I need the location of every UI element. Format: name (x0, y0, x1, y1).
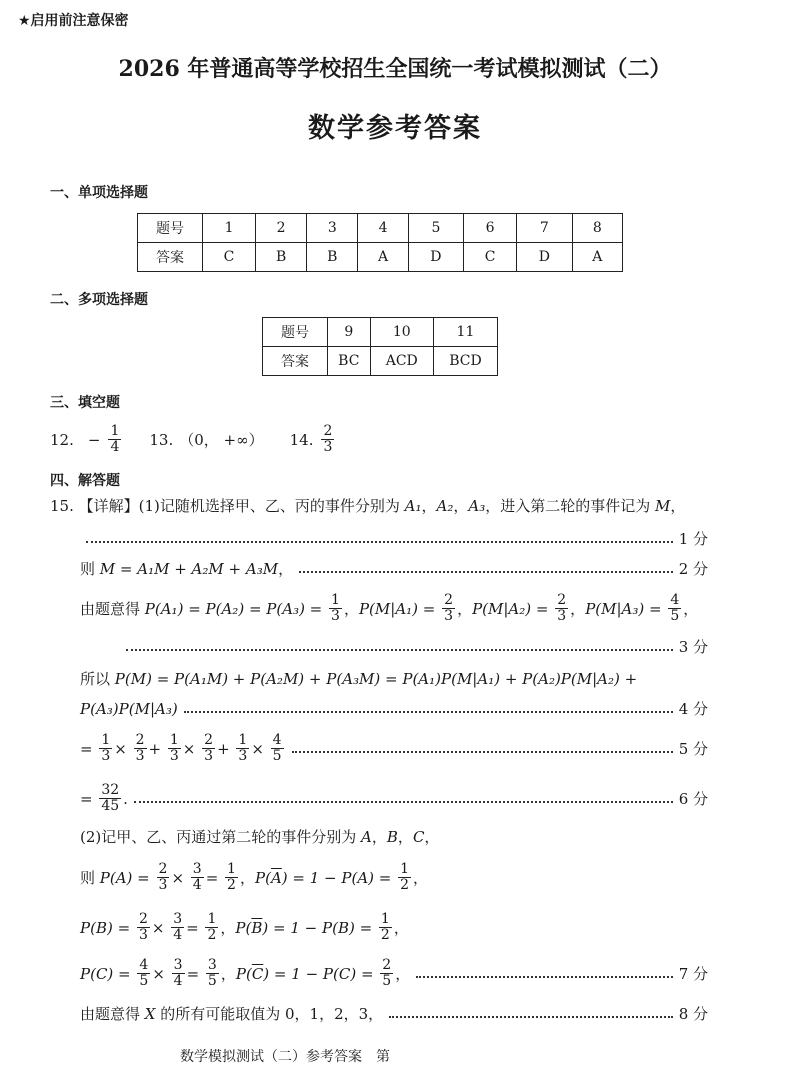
solution-line (80, 826, 439, 847)
math-expression: ) = 1 − P(B) = (262, 918, 377, 937)
fraction (157, 862, 170, 893)
fraction (398, 862, 411, 893)
text: ， (371, 828, 387, 846)
table-cell: 5 (408, 214, 463, 243)
fraction (206, 958, 219, 989)
single-choice-table (137, 213, 623, 272)
math-expression: $\overline{B}$ (251, 918, 263, 937)
numerator: 1 (331, 592, 340, 608)
q12-fraction (108, 424, 121, 455)
denominator: 2 (380, 927, 390, 943)
denominator: 2 (400, 877, 410, 893)
numerator: 1 (101, 732, 111, 748)
fraction (171, 912, 184, 943)
confidential-notice: ★启用前注意保密 (18, 13, 129, 29)
score-mark: 7 分 (678, 965, 708, 983)
denominator: 5 (382, 973, 392, 989)
text: 则 (80, 560, 100, 578)
math-expression: P(M) = P(A₁M) + P(A₂M) + P(A₃M) = P(A₁)P(M|A₁) + P(A₂)P(M|A₂) + (114, 669, 638, 688)
row-label: 题号 (138, 214, 203, 243)
dotted-leader (299, 571, 673, 573)
math-expression: P(M|A₃) = (585, 599, 667, 618)
table-cell: B (307, 243, 358, 272)
text: ， (239, 869, 255, 887)
table-cell: 3 (307, 214, 358, 243)
fraction (191, 862, 204, 893)
table-row (138, 214, 623, 243)
text: × (182, 739, 201, 758)
score-mark: 5 分 (678, 740, 708, 758)
page-footer: 数学模拟测试（二）参考答案 第 (180, 1049, 390, 1065)
fraction (555, 593, 568, 624)
score-mark: 8 分 (678, 1005, 708, 1023)
numerator: 4 (139, 957, 149, 973)
denominator: 4 (192, 877, 202, 893)
text: = (80, 789, 98, 808)
table-cell: 2 (256, 214, 307, 243)
section-solutions: 四、解答题 (50, 473, 120, 489)
fraction (202, 733, 215, 764)
numerator: 32 (101, 782, 120, 798)
text: ， (683, 600, 699, 618)
denominator: 5 (670, 608, 680, 624)
q14-fraction (321, 424, 334, 455)
table-cell: 8 (572, 214, 622, 243)
denominator: 3 (204, 748, 214, 764)
math-expression: P( (235, 964, 252, 983)
numerator: 1 (380, 911, 390, 927)
solution-line (80, 593, 698, 624)
text: × (151, 918, 170, 937)
text: ， (457, 600, 473, 618)
denominator: 2 (207, 927, 217, 943)
solution-line (80, 783, 708, 814)
table-cell: 9 (328, 318, 371, 347)
denominator: 3 (238, 748, 248, 764)
math-expression: P(A₃)P(M|A₃) (80, 699, 178, 718)
numerator: 4 (272, 732, 282, 748)
fraction (225, 862, 238, 893)
denominator: 3 (138, 927, 148, 943)
text: × (251, 739, 269, 758)
q13-answer: （0， +∞） (179, 431, 264, 449)
numerator: 2 (138, 911, 148, 927)
solution-line (50, 495, 685, 516)
math-expression: M = A₁M + A₂M + A₃M (99, 559, 279, 578)
numerator: 1 (110, 423, 120, 439)
table-cell: A (358, 243, 408, 272)
text: (2)记甲、乙、丙通过第二轮的事件分别为 (80, 828, 362, 846)
dotted-leader (389, 1016, 673, 1018)
numerator: 4 (670, 592, 680, 608)
denominator: 3 (444, 608, 454, 624)
numerator: 1 (207, 911, 217, 927)
table-cell: B (256, 243, 307, 272)
dotted-leader (184, 711, 673, 713)
text: ， (413, 869, 429, 887)
denominator: 3 (323, 439, 333, 455)
denominator: 3 (158, 877, 168, 893)
dotted-leader (86, 541, 673, 543)
fraction (134, 733, 147, 764)
solution-line (80, 558, 708, 579)
row-label: 答案 (138, 243, 203, 272)
denominator: 4 (110, 439, 120, 455)
solution-line (80, 912, 409, 943)
text: × (152, 964, 170, 983)
math-expression: $\overline{A}$ (270, 868, 282, 887)
text: ，进入第二轮的事件记为 (485, 497, 656, 515)
solution-line (80, 528, 708, 549)
fraction (99, 783, 121, 814)
denominator: 5 (207, 973, 217, 989)
text: + (148, 739, 166, 758)
numerator: 1 (238, 732, 248, 748)
math-expression: ) = 1 − P(A) = (281, 868, 397, 887)
text: × (171, 868, 189, 887)
text: ， (570, 600, 586, 618)
fraction (137, 912, 150, 943)
fraction (99, 733, 112, 764)
solution-line (80, 1003, 708, 1024)
score-mark: 1 分 (678, 530, 708, 548)
solution-line (80, 733, 708, 764)
section-single-choice: 一、单项选择题 (50, 185, 148, 201)
text: = (205, 868, 224, 887)
math-expression: A₃ (468, 496, 486, 515)
score-mark: 6 分 (678, 790, 708, 808)
numerator: 3 (207, 957, 217, 973)
table-cell: D (408, 243, 463, 272)
q12-label: 12. (50, 430, 74, 449)
text: 由题意得 (80, 600, 145, 618)
denominator: 2 (227, 877, 236, 893)
math-expression: X (144, 1004, 156, 1023)
table-cell: BC (328, 347, 371, 376)
denominator: 5 (272, 748, 282, 764)
math-expression: P(B) = (80, 918, 135, 937)
text: ， (220, 965, 236, 983)
text: 15. 【详解】(1)记随机选择甲、乙、丙的事件分别为 (50, 497, 405, 515)
text: ， (278, 560, 294, 578)
denominator: 3 (169, 748, 179, 764)
section-fill-blank: 三、填空题 (50, 395, 120, 411)
text: 则 (80, 869, 100, 887)
fraction (379, 912, 392, 943)
exam-title: 2026 年普通高等学校招生全国统一考试模拟测试（二） (118, 56, 672, 82)
table-cell: 11 (433, 318, 497, 347)
dotted-leader (416, 976, 672, 978)
math-expression: $\overline{C}$ (251, 964, 264, 983)
fraction (668, 593, 681, 624)
q12-sign: − (87, 430, 101, 449)
math-expression: P( (254, 868, 271, 887)
numerator: 2 (444, 592, 454, 608)
table-cell: 7 (517, 214, 572, 243)
solution-line (120, 636, 708, 657)
text: = (80, 739, 98, 758)
solution-line (80, 862, 428, 893)
score-mark: 4 分 (678, 700, 708, 718)
text: ， (670, 497, 686, 515)
q14-label: 14. (289, 430, 314, 449)
text: . (123, 789, 128, 808)
text: ， (453, 497, 469, 515)
multi-choice-table (262, 317, 498, 376)
dotted-leader (126, 649, 673, 651)
numerator: 2 (382, 957, 392, 973)
score-mark: 3 分 (678, 638, 708, 656)
table-cell: BCD (433, 347, 497, 376)
fraction (137, 958, 150, 989)
fraction (271, 733, 284, 764)
fraction (172, 958, 185, 989)
denominator: 3 (135, 748, 145, 764)
math-expression: A₂ (436, 496, 454, 515)
fill-answers (50, 424, 336, 455)
table-cell: 1 (203, 214, 256, 243)
math-expression: C (412, 827, 425, 846)
denominator: 45 (101, 798, 120, 814)
numerator: 2 (557, 592, 567, 608)
fraction (236, 733, 249, 764)
text: = (186, 964, 204, 983)
solution-line (80, 668, 637, 689)
numerator: 2 (158, 861, 168, 877)
math-expression: A (361, 827, 372, 846)
numerator: 2 (204, 732, 214, 748)
table-cell: D (517, 243, 572, 272)
fraction (168, 733, 181, 764)
dotted-leader (292, 751, 673, 753)
table-cell: ACD (370, 347, 433, 376)
text: 由题意得 (80, 1005, 145, 1023)
table-row (263, 318, 498, 347)
fraction (442, 593, 455, 624)
denominator: 3 (101, 748, 111, 764)
row-label: 答案 (263, 347, 328, 376)
math-expression: P( (235, 918, 252, 937)
numerator: 1 (227, 861, 236, 877)
text: ， (397, 828, 413, 846)
text: = (186, 918, 204, 937)
text: × (114, 739, 132, 758)
fraction (380, 958, 393, 989)
text: + (217, 739, 235, 758)
math-expression: B (386, 827, 398, 846)
section-multi-choice: 二、多项选择题 (50, 292, 148, 308)
text: ， (393, 919, 409, 937)
text: ， (395, 965, 411, 983)
score-mark: 2 分 (678, 560, 708, 578)
table-cell: 10 (370, 318, 433, 347)
table-cell: A (572, 243, 622, 272)
text: ， (343, 600, 359, 618)
table-cell: 4 (358, 214, 408, 243)
math-expression: M (655, 496, 671, 515)
numerator: 2 (135, 732, 145, 748)
table-row (263, 347, 498, 376)
denominator: 3 (331, 608, 340, 624)
solution-line (80, 958, 708, 989)
table-cell: C (203, 243, 256, 272)
numerator: 3 (192, 861, 202, 877)
math-expression: P(A₁) = P(A₂) = P(A₃) = (144, 599, 328, 618)
numerator: 3 (173, 911, 183, 927)
denominator: 5 (139, 973, 149, 989)
math-expression: P(M|A₂) = (472, 599, 554, 618)
text: ， (421, 497, 437, 515)
numerator: 1 (169, 732, 179, 748)
text: 所以 (80, 670, 115, 688)
text: ， (220, 919, 236, 937)
q13-label: 13. (149, 430, 174, 449)
denominator: 4 (173, 973, 183, 989)
numerator: 1 (400, 861, 410, 877)
table-cell: 6 (464, 214, 517, 243)
math-expression: P(A) = (99, 868, 155, 887)
numerator: 3 (173, 957, 183, 973)
text: ， (424, 828, 440, 846)
solution-line (80, 698, 708, 719)
math-expression: A₁ (404, 496, 422, 515)
math-expression: ) = 1 − P(C) = (263, 964, 379, 983)
table-cell: C (464, 243, 517, 272)
row-label: 题号 (263, 318, 328, 347)
numerator: 2 (323, 423, 333, 439)
math-expression: P(M|A₁) = (358, 599, 441, 618)
text: 的所有可能取值为 0，1，2，3， (155, 1005, 384, 1023)
math-expression: P(C) = (80, 964, 136, 983)
document-subtitle: 数学参考答案 (308, 113, 482, 144)
table-row (138, 243, 623, 272)
denominator: 4 (173, 927, 183, 943)
denominator: 3 (557, 608, 567, 624)
fraction (205, 912, 218, 943)
dotted-leader (134, 801, 673, 803)
fraction (329, 593, 342, 624)
